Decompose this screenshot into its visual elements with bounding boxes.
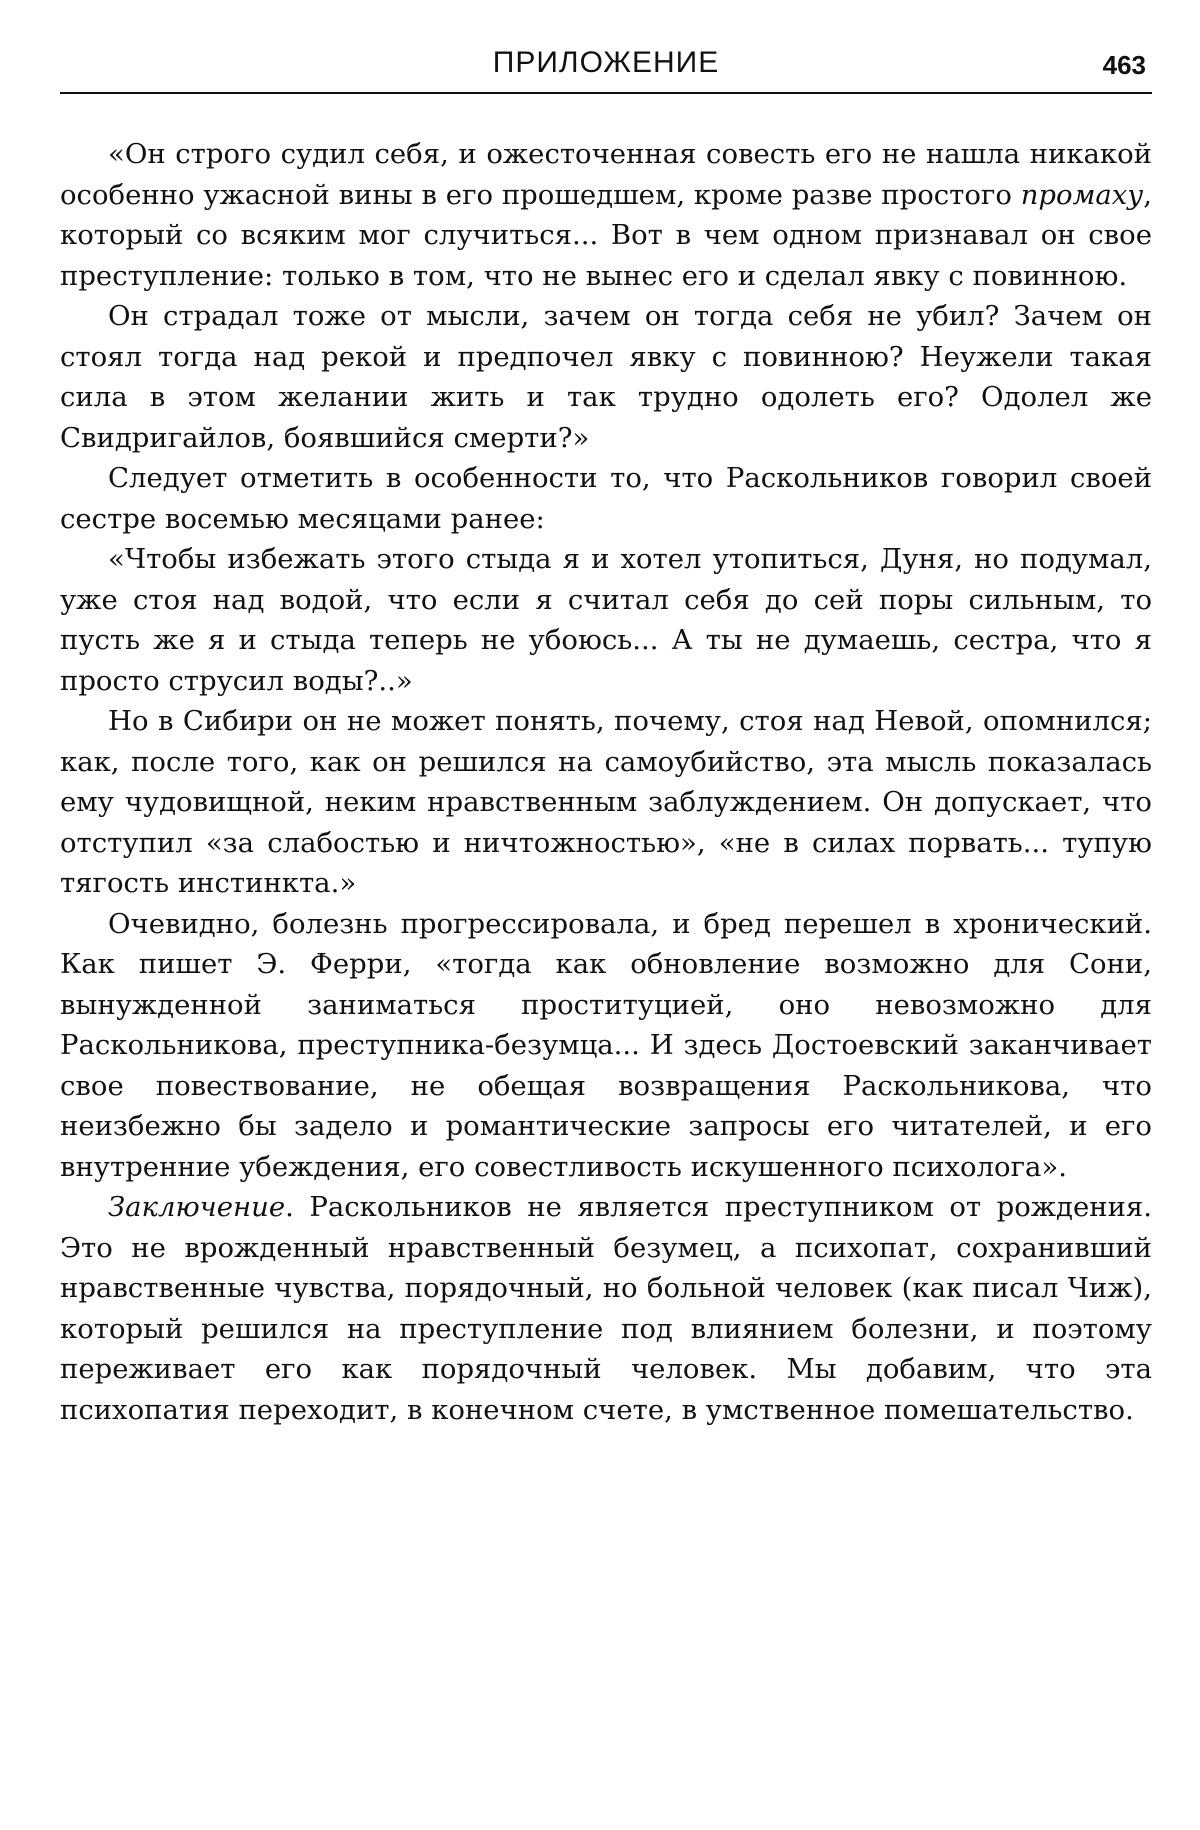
paragraph-1 <box>60 134 1152 296</box>
paragraph-1-tail: , который со всяким мог случиться... Вот в чем одном признавал он свое преступление: только в том, что не вынес его и сделал явку с повинною. <box>60 178 1152 292</box>
page-number: 463 <box>1102 50 1146 80</box>
text-body <box>60 134 1152 1430</box>
paragraph-6: Очевидно, болезнь прогрессировала, и бред перешел в хронический. Как пишет Э. Ферри, «тогда как обновление возможно для Сони, вынужденной заниматься проституцией, оно невозможно для Раскольникова, преступника-безумца... И здесь Достоевский заканчивает свое повествование, не обещая возвращения Раскольникова, что неизбежно бы задело и романтические запросы его читателей, и его внутренние убеждения, его совестливость искушенного психолога». <box>60 907 1152 1183</box>
running-head <box>60 40 1152 94</box>
paragraph-1-emphasis: промаху <box>1020 178 1144 211</box>
paragraph-4: «Чтобы избежать этого стыда я и хотел утопиться, Дуня, но подумал, уже стоя над водой, что если я считал себя до сей поры сильным, то пусть же я и стыда теперь не убоюсь... А ты не думаешь, сестра, что я просто струсил воды?..» <box>60 543 1152 697</box>
paragraph-7-text: . Раскольников не является преступником от рождения. Это не врожденный нравственный безумец, а психопат, сохранивший нравственные чувства, порядочный, но больной человек (как писал Чиж), который решился на преступление под влиянием болезни, и поэтому переживает его как порядочный человек. Мы добавим, что эта психопатия переходит, в конечном счете, в умственное помешательство. <box>60 1191 1152 1426</box>
conclusion-heading: Заключение <box>108 1191 286 1223</box>
paragraph-1-text: «Он строго судил себя, и ожесточенная совесть его не нашла никакой особенно ужасной вины в его прошедшем, кроме разве простого <box>60 138 1152 211</box>
running-title: ПРИЛОЖЕНИЕ <box>492 46 720 79</box>
paragraph-5: Но в Сибири он не может понять, почему, стоя над Невой, опомнился; как, после того, как он решился на самоубийство, эта мысль показалась ему чудовищной, неким нравственным заблуждением. Он допускает, что отступил «за слабостью и ничтожностью», «не в силах порвать... тупую тягость инстинкта.» <box>60 705 1152 899</box>
paragraph-3: Следует отметить в особенности то, что Раскольников говорил своей сестре восемью месяцами ранее: <box>60 462 1152 535</box>
book-page <box>60 40 1152 1800</box>
paragraph-2: Он страдал тоже от мысли, зачем он тогда себя не убил? Зачем он стоял тогда над рекой и предпочел явку с повинною? Неужели такая сила в этом желании жить и так трудно одолеть его? Одолел же Свидригайлов, боявшийся смерти?» <box>60 300 1152 454</box>
paragraph-7 <box>60 1187 1152 1430</box>
